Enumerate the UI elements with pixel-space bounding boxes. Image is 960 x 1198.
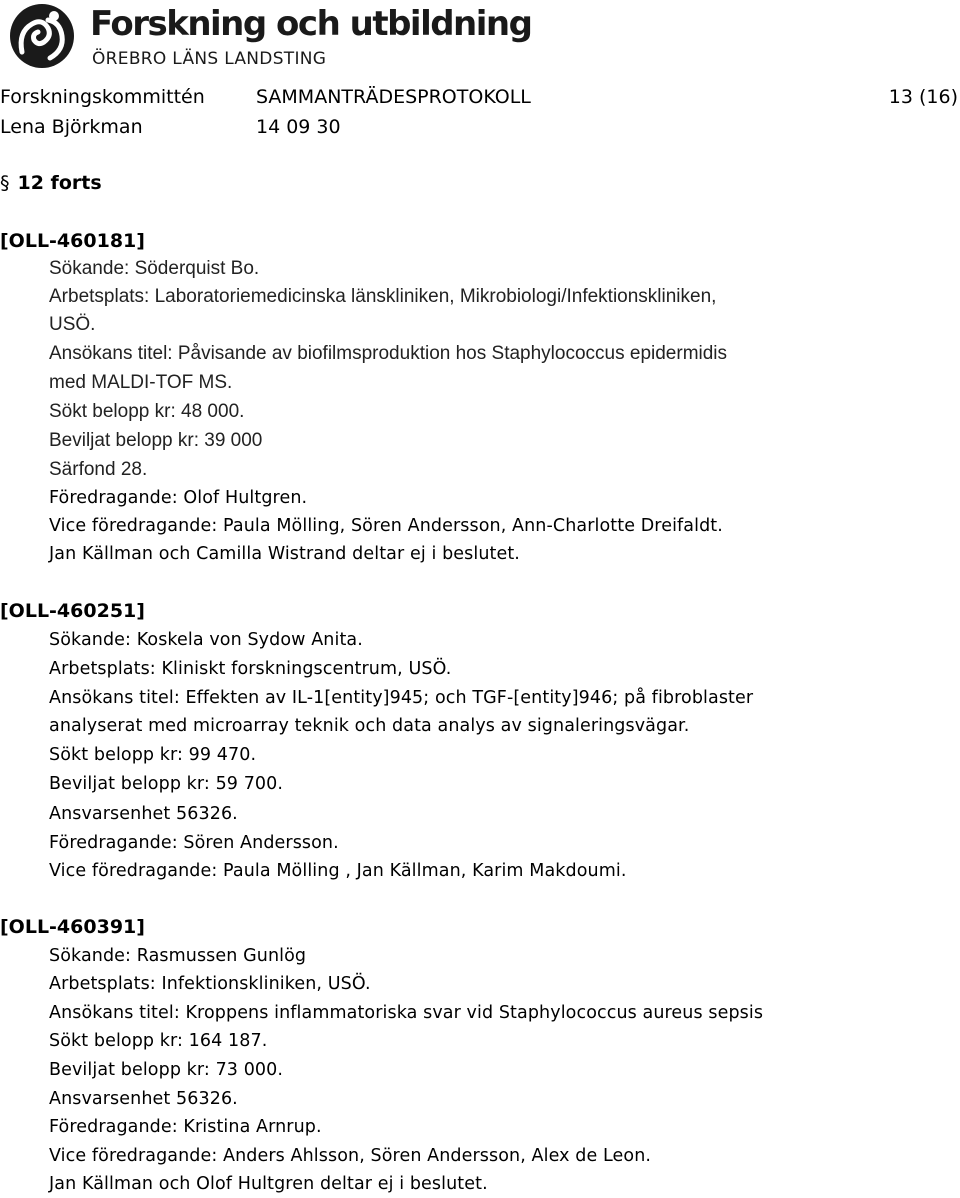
entry-line: Arbetsplats: Kliniskt forskningscentrum, USÖ. <box>49 659 452 679</box>
entry-line: Ansvarsenhet 56326. <box>49 1089 238 1109</box>
entry-line: Vice föredragande: Paula Mölling , Jan Källman, Karim Makdoumi. <box>49 861 627 881</box>
entry-line: med MALDI-TOF MS. <box>49 372 233 393</box>
entry-line: Särfond 28. <box>49 459 148 480</box>
application-id: [OLL-460181] <box>0 230 145 252</box>
entry-line: Föredragande: Olof Hultgren. <box>49 488 308 508</box>
section-symbol: § <box>0 172 10 194</box>
entry-line: Ansökans titel: Kroppens inflammatoriska svar vid Staphylococcus aureus sepsis <box>49 1003 764 1023</box>
entry-line: Sökande: Söderquist Bo. <box>49 258 260 279</box>
document-type: SAMMANTRÄDESPROTOKOLL <box>256 86 531 108</box>
entry-line: Sökande: Rasmussen Gunlög <box>49 946 307 966</box>
entry-line: Sökt belopp kr: 48 000. <box>49 401 245 422</box>
entry-line: Ansökans titel: Påvisande av biofilmsproduktion hos Staphylococcus epidermidis <box>49 343 728 364</box>
entry-line: Arbetsplats: Infektionskliniken, USÖ. <box>49 974 371 994</box>
entry-line: Vice föredragande: Anders Ahlsson, Sören Andersson, Alex de Leon. <box>49 1146 652 1166</box>
author-name: Lena Björkman <box>0 116 143 138</box>
entry-line: Beviljat belopp kr: 73 000. <box>49 1060 284 1080</box>
brand-subtitle: ÖREBRO LÄNS LANDSTING <box>92 49 327 69</box>
committee-name: Forskningskommittén <box>0 86 205 108</box>
entry-line: Jan Källman och Olof Hultgren deltar ej i beslutet. <box>49 1174 488 1194</box>
application-id: [OLL-460251] <box>0 600 145 622</box>
entry-line: Sökt belopp kr: 164 187. <box>49 1031 268 1051</box>
entry-line: Sökande: Koskela von Sydow Anita. <box>49 630 363 650</box>
entry-line: Sökt belopp kr: 99 470. <box>49 745 257 765</box>
page-number: 13 (16) <box>888 86 958 108</box>
section-heading <box>0 170 102 196</box>
entry-line: Jan Källman och Camilla Wistrand deltar ej i beslutet. <box>49 544 520 564</box>
entry-line: Föredragande: Sören Andersson. <box>49 833 339 853</box>
entry-line: USÖ. <box>49 314 96 335</box>
meeting-date: 14 09 30 <box>256 116 341 138</box>
county-council-logo-icon <box>8 2 76 74</box>
section-label: 12 forts <box>17 172 102 194</box>
entry-line: Vice föredragande: Paula Mölling, Sören Andersson, Ann-Charlotte Dreifaldt. <box>49 516 723 536</box>
brand-title: Forskning och utbildning <box>90 4 532 44</box>
entry-line: analyserat med microarray teknik och data analys av signaleringsvägar. <box>49 716 690 736</box>
application-id: [OLL-460391] <box>0 916 145 938</box>
entry-line: Föredragande: Kristina Arnrup. <box>49 1117 322 1137</box>
entry-line: Beviljat belopp kr: 59 700. <box>49 774 284 794</box>
entry-line: Ansvarsenhet 56326. <box>49 804 238 824</box>
entry-line: Arbetsplats: Laboratoriemedicinska länskliniken, Mikrobiologi/Infektionskliniken, <box>49 286 717 307</box>
entry-line: Ansökans titel: Effekten av IL-1[entity]945; och TGF-[entity]946; på fibroblaster <box>49 688 754 708</box>
entry-line: Beviljat belopp kr: 39 000 <box>49 430 263 451</box>
